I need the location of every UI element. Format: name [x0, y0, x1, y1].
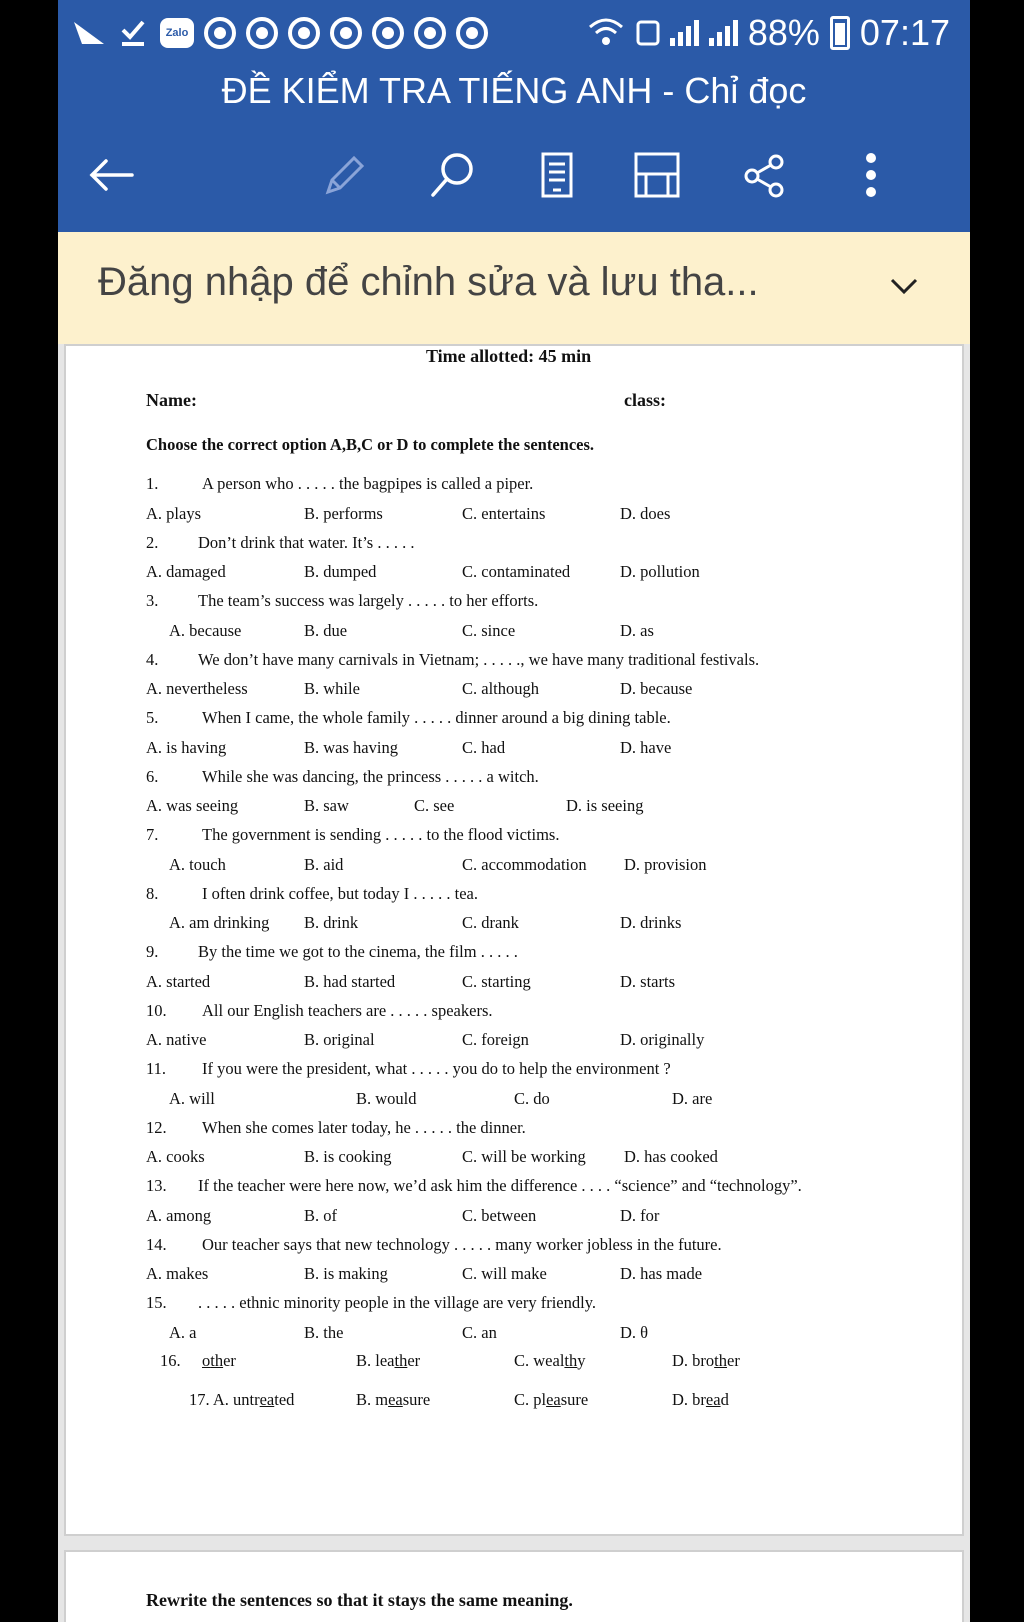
answer-option: C. will make — [462, 1264, 547, 1283]
question-text: By the time we got to the cinema, the film . . . . . — [198, 942, 518, 961]
chevron-down-icon[interactable] — [884, 266, 924, 306]
answer-option: C. contaminated — [462, 562, 571, 581]
answer-option: D. have — [620, 737, 672, 757]
underlined-letters: th — [714, 1351, 728, 1370]
share-icon — [740, 150, 790, 200]
pronunciation-option — [202, 1351, 236, 1371]
underlined-letters: o — [202, 1351, 211, 1370]
answer-option: C. starting — [462, 971, 531, 991]
app-notification-icon — [72, 16, 106, 50]
answer-option: C. although — [462, 679, 539, 698]
word-part: ted — [274, 1390, 295, 1409]
word-part: D. bro — [672, 1351, 715, 1370]
answer-option: D. are — [672, 1088, 713, 1108]
word-part: sure — [560, 1390, 589, 1409]
answer-option: C. between — [462, 1205, 537, 1225]
word-app — [58, 0, 970, 1622]
word-part: er — [223, 1351, 236, 1370]
question-number: 11. — [146, 1059, 167, 1078]
word-part: D. br — [672, 1390, 706, 1409]
answer-option: C. see — [414, 796, 455, 815]
answer-option: D. because — [620, 679, 693, 698]
underlined-letters: th — [564, 1351, 578, 1370]
answer-option: C. accommodation — [462, 854, 587, 874]
answer-option: A. am drinking — [169, 913, 270, 932]
answer-option: B. the — [304, 1322, 344, 1342]
answer-option: A. is having — [146, 737, 227, 757]
word-part: er — [407, 1351, 421, 1370]
document-title: ĐỀ KIỂM TRA TIẾNG ANH - Chỉ đọc — [221, 70, 807, 111]
question-number: 3. — [146, 591, 159, 610]
answer-option: C. foreign — [462, 1030, 529, 1049]
answer-option: B. due — [304, 620, 348, 640]
answer-option: C. drank — [462, 913, 519, 932]
rewrite-heading: Rewrite the sentences so that it stays the same meaning. — [146, 1590, 573, 1610]
word-part: d — [720, 1390, 729, 1409]
answer-option: B. is making — [304, 1264, 388, 1283]
save-icon — [632, 150, 682, 200]
answer-option: A. because — [169, 620, 242, 640]
signal-icon — [670, 20, 699, 46]
answer-option: D. is seeing — [566, 796, 644, 815]
answer-option: B. drink — [304, 913, 359, 932]
edit-button[interactable] — [308, 140, 378, 210]
answer-option: C. since — [462, 620, 516, 640]
answer-option: C. entertains — [462, 503, 546, 523]
chrome-icon — [414, 17, 446, 49]
answer-option: D. drinks — [620, 913, 682, 932]
answer-option: D. θ — [620, 1322, 649, 1342]
chrome-icon — [288, 17, 320, 49]
clock: 07:17 — [859, 12, 950, 53]
question-text: If the teacher were here now, we’d ask him the difference . . . . “science” and “technology”. — [198, 1176, 802, 1195]
question-number: 9. — [146, 942, 159, 961]
answer-option: D. has made — [620, 1264, 703, 1283]
question-text: A person who . . . . . the bagpipes is called a piper. — [202, 474, 534, 493]
question-number: 10. — [146, 1000, 167, 1020]
hd-icon — [636, 20, 660, 46]
question-number: 12. — [146, 1117, 167, 1137]
answer-option: D. originally — [620, 1030, 705, 1049]
answer-option: B. while — [304, 679, 360, 698]
answer-option: D. starts — [620, 971, 675, 991]
app-bar — [58, 0, 970, 232]
chrome-icon — [246, 17, 278, 49]
question-text: . . . . . ethnic minority people in the village are very friendly. — [198, 1293, 597, 1312]
chrome-icon — [330, 17, 362, 49]
pronunciation-option — [356, 1390, 430, 1410]
question-text: Don’t drink that water. It’s . . . . . — [198, 532, 415, 552]
answer-option: B. had started — [304, 971, 396, 991]
answer-option: D. provision — [624, 854, 707, 874]
question-text: If you were the president, what . . . . . you do to help the environment ? — [202, 1059, 671, 1078]
answer-option: D. has cooked — [624, 1147, 718, 1166]
question-number: 14. — [146, 1234, 167, 1254]
word-part: sure — [402, 1390, 431, 1409]
answer-option: D. pollution — [620, 562, 700, 581]
question-number: 8. — [146, 883, 159, 903]
answer-option: C. do — [514, 1088, 550, 1108]
word-part: C. pl — [514, 1390, 547, 1409]
answer-option: A. damaged — [146, 562, 226, 581]
answer-option: D. does — [620, 503, 671, 523]
underlined-letters: ea — [705, 1390, 721, 1409]
question-text: When I came, the whole family . . . . . dinner around a big dining table. — [202, 708, 671, 727]
question-text: We don’t have many carnivals in Vietnam; . . . . ., we have many traditional festivals. — [198, 649, 760, 669]
chrome-icon — [204, 17, 236, 49]
underlined-letters: ea — [388, 1390, 403, 1409]
answer-option: B. is cooking — [304, 1147, 392, 1166]
question-text: All our English teachers are . . . . . speakers. — [202, 1000, 493, 1020]
search-button[interactable] — [418, 140, 488, 210]
reading-mode-button[interactable] — [522, 140, 592, 210]
answer-option: A. touch — [169, 854, 226, 874]
pronunciation-option — [672, 1390, 729, 1410]
question-text: I often drink coffee, but today I . . . . . tea. — [202, 883, 478, 903]
question-text: Our teacher says that new technology . . . . . many worker jobless in the future. — [202, 1234, 722, 1254]
name-label: Name: — [146, 390, 197, 410]
question-number: 2. — [146, 532, 159, 552]
back-button[interactable] — [76, 140, 146, 210]
underlined-letters: th — [394, 1351, 408, 1370]
chrome-icon — [456, 17, 488, 49]
class-label: class: — [624, 390, 666, 410]
question-number: 7. — [146, 825, 159, 844]
pronunciation-option — [672, 1351, 740, 1371]
answer-option: A. plays — [146, 503, 201, 523]
word-part: B. lea — [356, 1351, 395, 1370]
answer-option: A. will — [169, 1088, 215, 1108]
answer-option: A. native — [146, 1030, 207, 1049]
answer-option: C. had — [462, 737, 506, 757]
word-part: B. m — [356, 1390, 389, 1409]
answer-option: B. original — [304, 1030, 375, 1049]
time-allotted: Time allotted: 45 min — [426, 346, 592, 366]
download-done-icon — [116, 16, 150, 50]
zalo-icon: Zalo — [160, 18, 194, 48]
question-number: 6. — [146, 766, 159, 786]
question-number: 5. — [146, 708, 159, 727]
answer-option: A. started — [146, 971, 211, 991]
answer-option: B. of — [304, 1205, 337, 1225]
question-text: The government is sending . . . . . to the flood victims. — [202, 825, 560, 844]
question-number: 4. — [146, 649, 159, 669]
save-button[interactable] — [622, 140, 692, 210]
pen-icon — [318, 150, 368, 200]
instruction: Choose the correct option A,B,C or D to complete the sentences. — [146, 435, 595, 454]
chrome-icon — [372, 17, 404, 49]
question-number: 13. — [146, 1176, 167, 1195]
pronunciation-option — [514, 1351, 586, 1371]
search-icon — [427, 149, 479, 201]
question-number: 1. — [146, 474, 159, 493]
answer-option: B. performs — [304, 503, 383, 523]
reading-mode-icon — [537, 150, 577, 200]
wifi-icon — [586, 17, 626, 49]
word-part: A. untr — [212, 1390, 260, 1409]
answer-option: B. aid — [304, 854, 344, 874]
signal-icon — [709, 20, 738, 46]
answer-option: A. nevertheless — [146, 679, 248, 698]
sign-in-banner[interactable] — [58, 232, 970, 344]
answer-option: A. cooks — [146, 1147, 205, 1166]
underlined-letters: ea — [259, 1390, 275, 1409]
battery-icon — [830, 16, 850, 50]
document-page[interactable] — [64, 344, 964, 1536]
answer-option: A. among — [146, 1205, 212, 1225]
pronunciation-option — [189, 1390, 294, 1410]
answer-option: B. was having — [304, 737, 398, 757]
answer-option: A. makes — [146, 1264, 209, 1283]
battery-percent: 88% — [747, 12, 820, 53]
answer-option: B. dumped — [304, 562, 377, 581]
question-number: 17. — [189, 1390, 210, 1409]
back-arrow-icon — [86, 155, 136, 195]
question-text: When she comes later today, he . . . . . the dinner. — [202, 1117, 526, 1137]
question-number: 15. — [146, 1293, 167, 1312]
question-text: While she was dancing, the princess . . . . . a witch. — [202, 766, 539, 786]
word-part: y — [577, 1351, 586, 1370]
question-text: The team’s success was largely . . . . . to her efforts. — [198, 591, 539, 610]
underlined-letters: th — [210, 1351, 224, 1370]
answer-option: C. an — [462, 1322, 497, 1342]
sign-in-message[interactable]: Đăng nhập để chỉnh sửa và lưu tha... — [98, 260, 759, 304]
more-options-button[interactable] — [836, 140, 906, 210]
answer-option: A. a — [169, 1322, 197, 1342]
notification-icons — [72, 16, 488, 50]
question-number: 16. — [160, 1351, 181, 1370]
pronunciation-option — [514, 1390, 588, 1410]
system-indicators — [586, 10, 950, 56]
more-icon — [861, 150, 881, 200]
toolbar — [58, 140, 970, 210]
document-page-2[interactable] — [64, 1550, 964, 1622]
answer-option: B. saw — [304, 796, 349, 815]
status-bar — [58, 0, 970, 66]
answer-option: C. will be working — [462, 1147, 586, 1166]
underlined-letters: ea — [546, 1390, 561, 1409]
word-part: er — [727, 1351, 740, 1370]
answer-option: D. for — [620, 1205, 660, 1225]
answer-option: D. as — [620, 620, 654, 640]
word-part: C. weal — [514, 1351, 565, 1370]
answer-option: A. was seeing — [146, 796, 239, 815]
share-button[interactable] — [730, 140, 800, 210]
pronunciation-option — [356, 1351, 420, 1371]
answer-option: B. would — [356, 1088, 417, 1108]
